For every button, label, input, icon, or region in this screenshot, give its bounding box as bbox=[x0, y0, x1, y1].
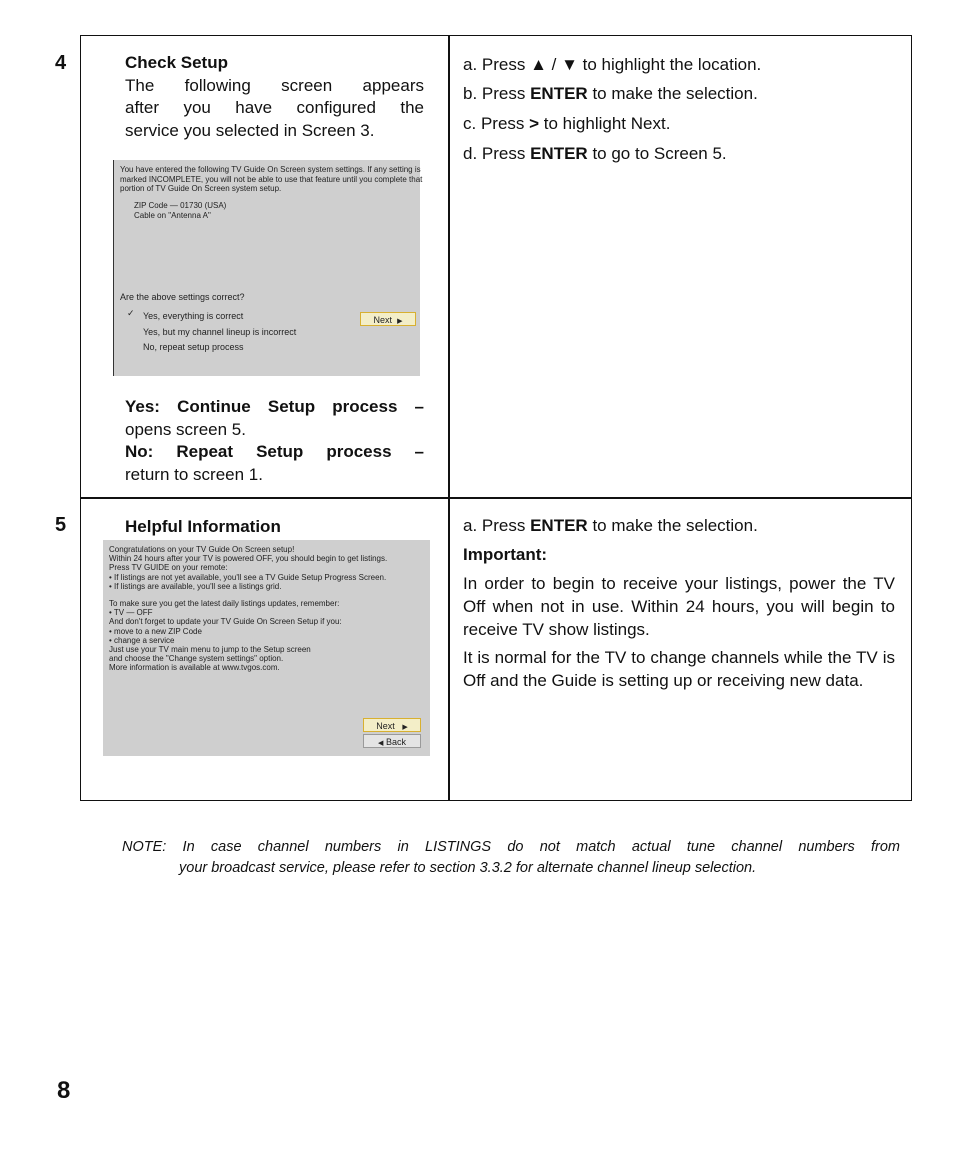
step-4-instructions bbox=[463, 53, 895, 165]
left-arrow-icon: ◀ bbox=[378, 740, 384, 747]
instruction-item: a. Press ENTER to make the selection. bbox=[463, 516, 758, 535]
outcome-no-label: No: Repeat Setup process – bbox=[125, 442, 424, 461]
important-paragraph: In order to begin to receive your listings, power the TV Off when not in use. Within 24 hours, you will begin to receive TV show listings. bbox=[463, 574, 895, 639]
step-4-intro-line: after you have configured the bbox=[125, 98, 424, 117]
check-icon: ✓ bbox=[127, 308, 135, 318]
note-prefix: NOTE bbox=[122, 839, 163, 855]
note-line-2: your broadcast service, please refer to section 3.3.2 for alternate channel lineup selection. bbox=[179, 859, 757, 876]
screen-text: marked INCOMPLETE, you will not be able to use that feature until you complete that bbox=[120, 174, 423, 184]
screen-text: portion of TV Guide On Screen system setup. bbox=[120, 184, 282, 194]
screen-text: • move to a new ZIP Code bbox=[109, 626, 202, 636]
instruction-table bbox=[80, 35, 912, 801]
screen-back-button: ◀ Back bbox=[363, 734, 421, 748]
screen-text: More information is available at www.tvgos.com. bbox=[109, 663, 280, 673]
screen-text: • change a service bbox=[109, 635, 175, 645]
step-4-title: Check Setup bbox=[125, 53, 228, 72]
step-5-instructions bbox=[463, 514, 895, 692]
right-arrow-icon: ▶ bbox=[397, 318, 403, 325]
screen-question: Are the above settings correct? bbox=[120, 292, 245, 302]
step-5-description bbox=[125, 516, 424, 539]
screen-text: Cable on "Antenna A" bbox=[134, 210, 211, 220]
screen-text: Press TV GUIDE on your remote: bbox=[109, 563, 228, 573]
screen-text: Within 24 hours after your TV is powered OFF, you should begin to get listings. bbox=[109, 554, 388, 564]
step-number-4: 4 bbox=[55, 52, 67, 74]
screen-text: And don't forget to update your TV Guide On Screen Setup if you: bbox=[109, 617, 342, 627]
screen-text: • If listings are not yet available, you'll see a TV Guide Setup Progress Screen. bbox=[109, 572, 387, 582]
outcome-yes-text: opens screen 5. bbox=[125, 419, 246, 439]
outcome-no-text: return to screen 1. bbox=[125, 464, 263, 484]
screen-option: No, repeat setup process bbox=[143, 342, 244, 352]
screen-text: • If listings are available, you'll see a listings grid. bbox=[109, 581, 282, 591]
screen-next-button: Next ▶ bbox=[363, 718, 421, 732]
page-number: 8 bbox=[57, 1077, 71, 1104]
outcome-yes-label: Yes: Continue Setup process – bbox=[125, 397, 424, 416]
instruction-item: c. Press > to highlight Next. bbox=[463, 114, 671, 133]
column-divider bbox=[448, 36, 450, 800]
important-paragraph: It is normal for the TV to change channels while the TV is Off and the Guide is setting up or receiving new data. bbox=[463, 648, 895, 690]
screen-text: ZIP Code — 01730 (USA) bbox=[134, 201, 227, 210]
instruction-item: d. Press ENTER to go to Screen 5. bbox=[463, 144, 727, 163]
screen-option: Yes, but my channel lineup is incorrect bbox=[143, 326, 297, 337]
step-4-outcomes bbox=[125, 396, 424, 486]
row-divider bbox=[81, 497, 911, 499]
instruction-item: a. Press ▲ / ▼ to highlight the location. bbox=[463, 55, 762, 74]
right-arrow-icon: ▶ bbox=[402, 724, 408, 731]
note-line-1: : In case channel numbers in LISTINGS do not match actual tune channel numbers from bbox=[162, 839, 900, 855]
helpful-info-screenshot bbox=[103, 540, 430, 756]
screen-next-button: Next ▶ bbox=[360, 312, 416, 326]
screen-text: To make sure you get the latest daily listings updates, remember: bbox=[109, 599, 340, 609]
step-number-5: 5 bbox=[55, 514, 67, 536]
instruction-item: b. Press ENTER to make the selection. bbox=[463, 84, 758, 103]
screen-option: Yes, everything is correct bbox=[143, 311, 244, 321]
screen-text: Congratulations on your TV Guide On Screen setup! bbox=[109, 545, 295, 554]
footnote bbox=[122, 837, 900, 878]
step-4-description bbox=[125, 52, 424, 142]
screen-text: Just use your TV main menu to jump to the Setup screen bbox=[109, 645, 311, 655]
screen-text: • TV — OFF bbox=[109, 608, 153, 618]
check-setup-screenshot bbox=[113, 160, 423, 376]
step-4-intro-line: The following screen appears bbox=[125, 75, 424, 95]
step-5-title: Helpful Information bbox=[125, 517, 281, 536]
important-label: Important: bbox=[463, 545, 548, 564]
screen-text: and choose the "Change system settings" option. bbox=[109, 654, 284, 664]
step-4-intro-line: service you selected in Screen 3. bbox=[125, 120, 375, 140]
screen-text: You have entered the following TV Guide On Screen system settings. If any setting is bbox=[120, 165, 421, 174]
